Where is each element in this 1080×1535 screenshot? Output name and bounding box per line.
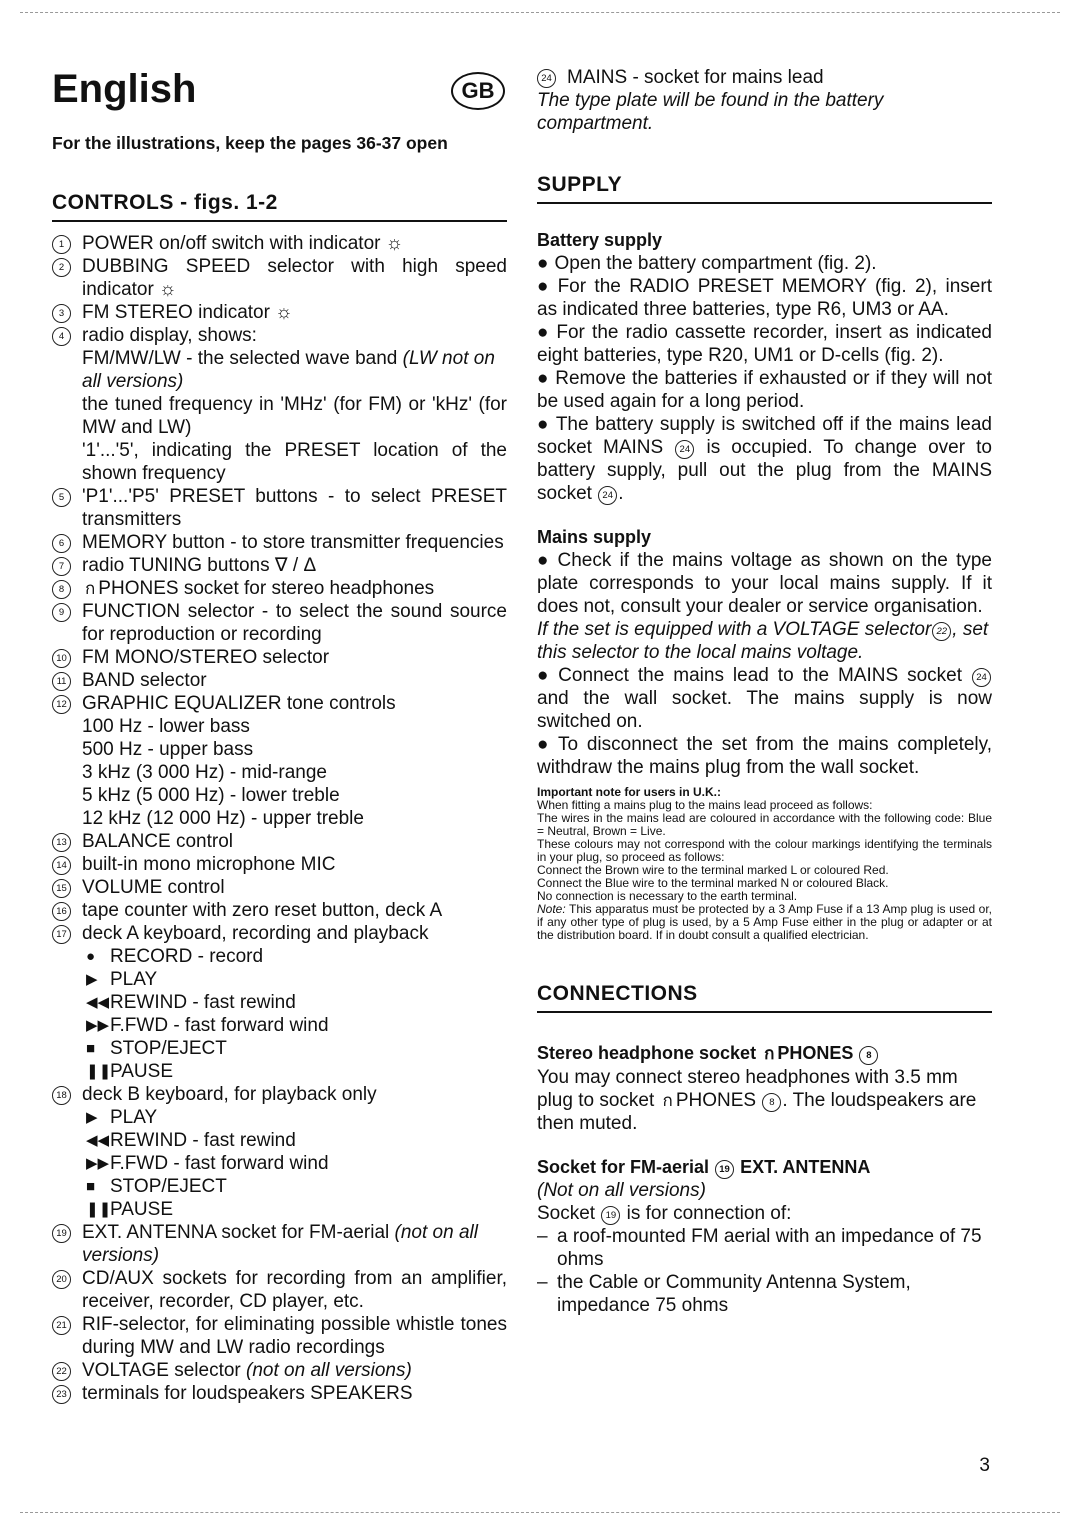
deck-b-key: ■ STOP/EJECT	[86, 1176, 227, 1197]
headphones-icon: ก	[662, 1091, 673, 1110]
connections-heading: CONNECTIONS	[537, 982, 992, 1013]
aerial-option: – a roof-mounted FM aerial with an impedance of 75 ohms	[537, 1226, 982, 1270]
mains-supply-heading: Mains supply	[537, 527, 652, 547]
deck-a-key: ◀◀ REWIND - fast rewind	[86, 992, 296, 1013]
stop-icon: ■	[86, 1040, 96, 1057]
deck-b-key: ▶▶ F.FWD - fast forward wind	[86, 1153, 329, 1174]
mains-socket-item: 24 MAINS - socket for mains lead	[537, 66, 992, 89]
eq-line: 100 Hz - lower bass	[82, 716, 250, 737]
control-item: 16 tape counter with zero reset button, deck A	[52, 899, 507, 922]
deck-a-key: ■ STOP/EJECT	[86, 1038, 227, 1059]
fast-forward-icon: ▶▶	[86, 1017, 110, 1034]
control-item: 7 radio TUNING buttons ∇ / Δ	[52, 554, 507, 577]
control-item: 10 FM MONO/STEREO selector	[52, 646, 507, 669]
control-item: 9 FUNCTION selector - to select the sound source for reproduction or recording	[52, 600, 507, 646]
mains-bullet: ● Connect the mains lead to the MAINS socket 24 and the wall socket. The mains supply is now switched on.	[537, 665, 992, 732]
control-item: 8 ก PHONES socket for stereo headphones	[52, 577, 507, 600]
control-item: 4 radio display, shows:	[52, 324, 507, 347]
battery-supply-heading: Battery supply	[537, 230, 663, 250]
left-column	[52, 60, 507, 1405]
play-icon: ▶	[86, 1109, 98, 1126]
aerial-option: – the Cable or Community Antenna System, impedance 75 ohms	[537, 1272, 911, 1316]
control-item: 22 VOLTAGE selector (not on all versions)	[52, 1359, 507, 1382]
control-item: 2 DUBBING SPEED selector with high speed indicator ☼	[52, 255, 507, 301]
control-item: 5 'P1'...'P5' PRESET buttons - to select PRESET transmitters	[52, 485, 507, 531]
eq-line: 500 Hz - upper bass	[82, 739, 254, 760]
uk-note-line: When fitting a mains plug to the mains lead proceed as follows:	[537, 798, 873, 812]
control-item: 11 BAND selector	[52, 669, 507, 692]
stop-icon: ■	[86, 1178, 96, 1195]
eq-line: 12 kHz (12 000 Hz) - upper treble	[82, 808, 364, 829]
rewind-icon: ◀◀	[86, 1132, 110, 1149]
battery-bullet: ● The battery supply is switched off if the mains lead socket MAINS 24 is occupied. To change over to battery supply, pull out the plug from the MAINS socket 24 .	[537, 414, 992, 504]
battery-bullet: ● Open the battery compartment (fig. 2).	[537, 253, 877, 274]
uk-note-line: No connection is necessary to the earth terminal.	[537, 889, 798, 903]
intro-note: For the illustrations, keep the pages 36-37 open	[52, 133, 448, 153]
control-item: 23 terminals for loudspeakers SPEAKERS	[52, 1382, 507, 1405]
deck-b-key: ❚❚ PAUSE	[86, 1199, 174, 1220]
deck-b-key: ▶ PLAY	[86, 1107, 158, 1128]
control-item: 1 POWER on/off switch with indicator ☼	[52, 232, 507, 255]
fm-aerial-versions-note: (Not on all versions)	[537, 1180, 706, 1201]
deck-b-key: ◀◀ REWIND - fast rewind	[86, 1130, 296, 1151]
language-badge: GB	[451, 72, 505, 110]
battery-bullet: ● Remove the batteries if exhausted or if they will not be used again for a long period.	[537, 368, 992, 412]
display-line: the tuned frequency in 'MHz' (for FM) or 'kHz' (for MW and LW)	[82, 394, 507, 438]
battery-bullet: ● For the RADIO PRESET MEMORY (fig. 2), insert as indicated three batteries, type R6, UM3 or AA.	[537, 276, 992, 320]
headphones-icon: ก	[85, 579, 96, 598]
control-item: 20 CD/AUX sockets for recording from an amplifier, receiver, recorder, CD player, etc.	[52, 1267, 507, 1313]
control-item: 17 deck A keyboard, recording and playback	[52, 922, 507, 945]
supply-heading: SUPPLY	[537, 173, 992, 204]
scan-artifact-bottom	[20, 1512, 1060, 1513]
deck-a-key: ● RECORD - record	[86, 946, 264, 967]
uk-note-line: Connect the Blue wire to the terminal marked N or coloured Black.	[537, 876, 889, 890]
play-icon: ▶	[86, 971, 98, 988]
control-item: 15 VOLUME control	[52, 876, 507, 899]
fast-forward-icon: ▶▶	[86, 1155, 110, 1172]
deck-a-key: ▶ PLAY	[86, 969, 158, 990]
pause-icon: ❚❚	[86, 1063, 112, 1080]
headphone-socket-heading: Stereo headphone socket ก PHONES 8	[537, 1041, 992, 1066]
mains-bullet: ● Check if the mains voltage as shown on the type plate corresponds to your local mains supply. If it does not, consult your dealer or service organisation.	[537, 550, 992, 617]
eq-line: 3 kHz (3 000 Hz) - mid-range	[82, 762, 327, 783]
control-item: 3 FM STEREO indicator ☼	[52, 301, 507, 324]
fm-aerial-text: Socket 19 is for connection of:	[537, 1203, 792, 1224]
headphones-icon: ก	[764, 1044, 775, 1063]
uk-note-heading: Important note for users in U.K.:	[537, 785, 722, 799]
control-item: 6 MEMORY button - to store transmitter frequencies	[52, 531, 507, 554]
control-item: 13 BALANCE control	[52, 830, 507, 853]
uk-note-line: Connect the Brown wire to the terminal marked L or coloured Red.	[537, 863, 889, 877]
type-plate-note: The type plate will be found in the battery compartment.	[537, 90, 884, 134]
display-line: FM/MW/LW - the selected wave band (LW not on all versions)	[82, 348, 495, 392]
control-item: 12 GRAPHIC EQUALIZER tone controls	[52, 692, 507, 715]
record-icon: ●	[86, 948, 96, 965]
pause-icon: ❚❚	[86, 1201, 112, 1218]
voltage-selector-note: If the set is equipped with a VOLTAGE selector 22 , set this selector to the local mains voltage.	[537, 619, 989, 663]
uk-fuse-note: Note: This apparatus must be protected by a 3 Amp Fuse if a 13 Amp plug is used or, if any other type of plug is used, by a 5 Amp Fuse either in the plug or adapter or at the distribution board. If in doubt consult a qualified electrician.	[537, 902, 992, 942]
control-item: 18 deck B keyboard, for playback only	[52, 1083, 507, 1106]
control-item: 14 built-in mono microphone MIC	[52, 853, 507, 876]
controls-list	[52, 232, 507, 1405]
fm-aerial-heading: Socket for FM-aerial 19 EXT. ANTENNA	[537, 1157, 871, 1177]
controls-heading: CONTROLS - figs. 1-2	[52, 191, 507, 222]
page-number: 3	[979, 1455, 990, 1476]
right-column	[537, 66, 992, 1317]
uk-note-line: These colours may not correspond with the colour markings identifying the terminals in your plug, so proceed as follows:	[537, 837, 992, 864]
eq-line: 5 kHz (5 000 Hz) - lower treble	[82, 785, 340, 806]
uk-note-line: The wires in the mains lead are coloured in accordance with the following code: Blue = Neutral, Brown = Live.	[537, 811, 992, 838]
control-item: 21 RIF-selector, for eliminating possible whistle tones during MW and LW radio recordings	[52, 1313, 507, 1359]
scan-artifact-top	[20, 12, 1060, 13]
page-title: English	[52, 67, 197, 111]
rewind-icon: ◀◀	[86, 994, 110, 1011]
deck-a-key: ❚❚ PAUSE	[86, 1061, 174, 1082]
mains-bullet: ● To disconnect the set from the mains completely, withdraw the mains plug from the wall socket.	[537, 734, 992, 778]
control-item: 19 EXT. ANTENNA socket for FM-aerial (not on all versions)	[52, 1221, 507, 1267]
display-line: '1'...'5', indicating the PRESET location of the shown frequency	[82, 440, 507, 484]
battery-bullet: ● For the radio cassette recorder, insert as indicated eight batteries, type R20, UM1 or D-cells (fig. 2).	[537, 322, 993, 366]
headphone-socket-text: You may connect stereo headphones with 3.5 mm plug to socket ก PHONES 8 . The loudspeakers are then muted.	[537, 1067, 977, 1134]
deck-a-key: ▶▶ F.FWD - fast forward wind	[86, 1015, 329, 1036]
